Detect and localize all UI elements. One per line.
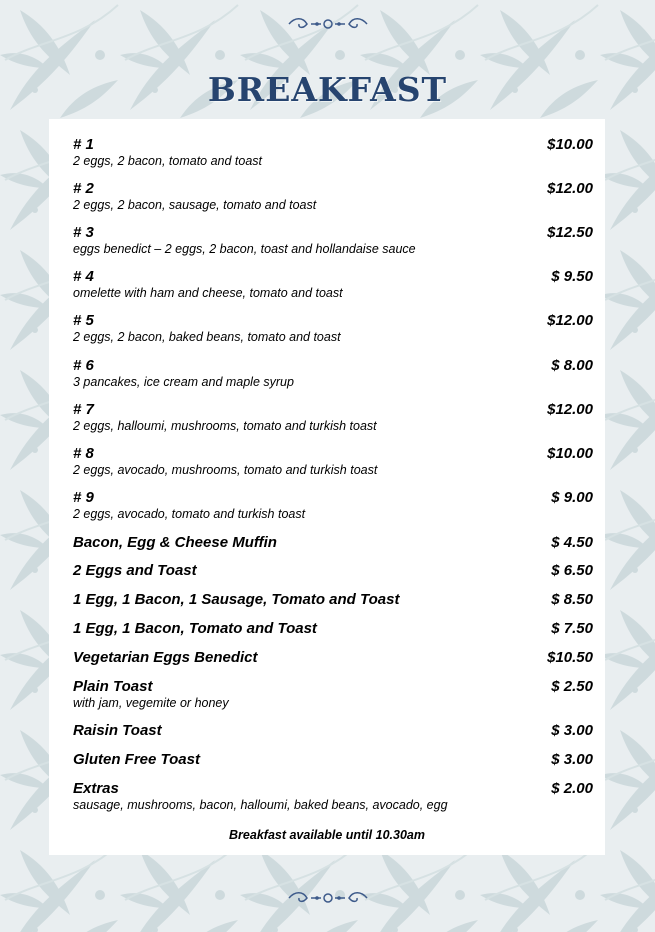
- item-price: $ 3.00: [551, 751, 593, 768]
- item-name: 1 Egg, 1 Bacon, 1 Sausage, Tomato and Toast: [73, 591, 400, 608]
- item-name: Bacon, Egg & Cheese Muffin: [73, 534, 277, 551]
- item-description: 2 eggs, 2 bacon, baked beans, tomato and toast: [73, 330, 341, 344]
- item-price: $ 3.00: [551, 722, 593, 739]
- item-name: # 4: [73, 268, 94, 285]
- item-description: 2 eggs, 2 bacon, tomato and toast: [73, 154, 263, 168]
- item-name: Vegetarian Eggs Benedict: [73, 649, 258, 666]
- top-ornament-icon: [287, 15, 369, 33]
- item-description: eggs benedict – 2 eggs, 2 bacon, toast and hollandaise sauce: [73, 242, 416, 256]
- availability-note: Breakfast available until 10.30am: [229, 828, 425, 842]
- item-name: Gluten Free Toast: [73, 751, 200, 768]
- item-description: sausage, mushrooms, bacon, halloumi, baked beans, avocado, egg: [73, 798, 448, 812]
- item-price: $10.00: [547, 136, 593, 153]
- item-price: $ 9.00: [551, 489, 593, 506]
- item-price: $ 8.00: [551, 357, 593, 374]
- item-description: 2 eggs, avocado, mushrooms, tomato and turkish toast: [73, 463, 378, 477]
- item-price: $ 6.50: [551, 562, 593, 579]
- item-description: omelette with ham and cheese, tomato and toast: [73, 286, 343, 300]
- item-name: Extras: [73, 780, 119, 797]
- item-name: 1 Egg, 1 Bacon, Tomato and Toast: [73, 620, 317, 637]
- item-name: # 1: [73, 136, 94, 153]
- item-price: $ 8.50: [551, 591, 593, 608]
- item-description: 2 eggs, 2 bacon, sausage, tomato and toast: [73, 198, 317, 212]
- item-description: 2 eggs, halloumi, mushrooms, tomato and turkish toast: [73, 419, 377, 433]
- item-price: $ 4.50: [551, 534, 593, 551]
- item-price: $12.00: [547, 401, 593, 418]
- item-price: $ 9.50: [551, 268, 593, 285]
- item-price: $ 7.50: [551, 620, 593, 637]
- item-description: 3 pancakes, ice cream and maple syrup: [73, 375, 294, 389]
- page-title: BREAKFAST: [207, 70, 448, 109]
- item-description: with jam, vegemite or honey: [73, 696, 229, 710]
- item-name: Raisin Toast: [73, 722, 162, 739]
- item-price: $12.00: [547, 312, 593, 329]
- item-price: $ 2.50: [551, 678, 593, 695]
- item-price: $ 2.00: [551, 780, 593, 797]
- menu-panel: [49, 119, 605, 855]
- item-name: # 2: [73, 180, 94, 197]
- item-name: 2 Eggs and Toast: [73, 562, 197, 579]
- item-name: # 9: [73, 489, 94, 506]
- item-price: $12.50: [547, 224, 593, 241]
- item-name: Plain Toast: [73, 678, 153, 695]
- item-price: $10.50: [547, 649, 593, 666]
- item-name: # 7: [73, 401, 94, 418]
- item-name: # 3: [73, 224, 94, 241]
- item-name: # 6: [73, 357, 94, 374]
- item-price: $10.00: [547, 445, 593, 462]
- item-name: # 8: [73, 445, 94, 462]
- item-description: 2 eggs, avocado, tomato and turkish toast: [73, 507, 306, 521]
- item-price: $12.00: [547, 180, 593, 197]
- bottom-ornament-icon: [287, 889, 369, 907]
- item-name: # 5: [73, 312, 94, 329]
